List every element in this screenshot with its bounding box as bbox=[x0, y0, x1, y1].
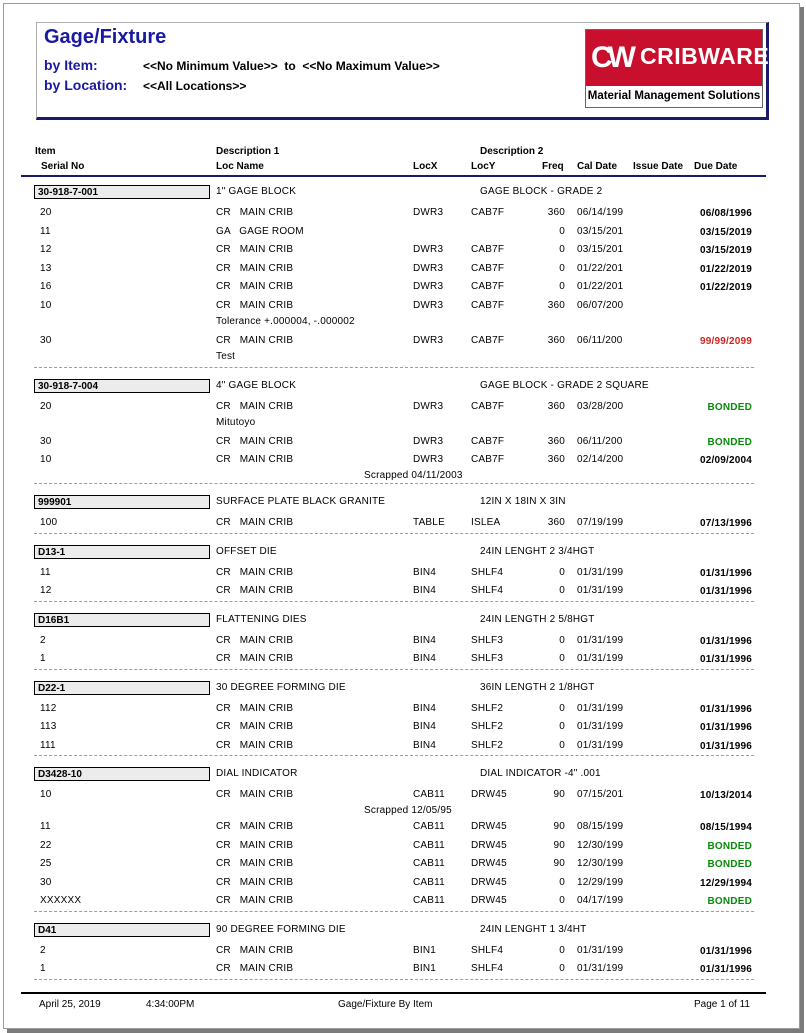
serial-number: 30 bbox=[40, 876, 52, 888]
col-issue-date: Issue Date bbox=[633, 161, 684, 172]
location-x: DWR3 bbox=[413, 244, 444, 255]
serial-number: 2 bbox=[40, 634, 46, 646]
location-name: CR MAIN CRIB bbox=[216, 454, 294, 465]
location-y: CAB7F bbox=[471, 299, 505, 311]
serial-number: 112 bbox=[40, 702, 57, 714]
by-location-label: by Location: bbox=[44, 77, 128, 93]
location-x: CAB11 bbox=[413, 858, 445, 869]
location-y: CAB7F bbox=[471, 334, 505, 346]
serial-number: 11 bbox=[40, 225, 51, 237]
logo-mark-icon: CW bbox=[591, 41, 631, 74]
item-description1: FLATTENING DIES bbox=[216, 613, 307, 625]
group-separator bbox=[34, 755, 754, 756]
serial-number: 13 bbox=[40, 262, 52, 274]
location-name: CR MAIN CRIB bbox=[216, 262, 294, 274]
item-number-box: D3428-10 bbox=[34, 767, 210, 781]
location-name: CR MAIN CRIB bbox=[216, 895, 294, 906]
item-description2: 12IN X 18IN X 3IN bbox=[480, 496, 566, 507]
cal-date: 03/15/201 bbox=[577, 244, 624, 255]
logo-banner bbox=[586, 30, 770, 86]
due-date: 01/31/1996 bbox=[699, 567, 752, 579]
group-separator bbox=[34, 533, 754, 534]
location-x: TABLE bbox=[413, 517, 445, 528]
item-number-box: D41 bbox=[34, 923, 210, 937]
cal-date: 02/14/200 bbox=[577, 454, 624, 465]
due-date: 99/99/2099 bbox=[699, 335, 752, 347]
location-x: BIN4 bbox=[413, 566, 437, 578]
frequency: 360 bbox=[547, 454, 565, 465]
location-y: DRW45 bbox=[471, 858, 507, 869]
location-x: CAB11 bbox=[413, 839, 445, 851]
serial-number: 30 bbox=[40, 334, 52, 346]
col-loc-name: Loc Name bbox=[216, 161, 264, 172]
footer-time: 4:34:00PM bbox=[146, 999, 195, 1010]
serial-number: 111 bbox=[40, 739, 56, 751]
frequency: 0 bbox=[559, 944, 565, 956]
frequency: 0 bbox=[559, 739, 565, 751]
item-number-box: 30-918-7-004 bbox=[34, 379, 210, 393]
serial-number: 10 bbox=[40, 789, 52, 800]
location-name: CR MAIN CRIB bbox=[216, 517, 294, 528]
by-location-value: <<All Locations>> bbox=[143, 79, 247, 93]
item-description1: 90 DEGREE FORMING DIE bbox=[216, 923, 346, 935]
location-name: CR MAIN CRIB bbox=[216, 400, 294, 412]
row-note: Mitutoyo bbox=[216, 417, 256, 428]
location-x: BIN4 bbox=[413, 634, 437, 646]
col-item: Item bbox=[35, 146, 56, 157]
location-y: SHLF2 bbox=[471, 721, 504, 732]
cal-date: 01/31/199 bbox=[577, 944, 624, 956]
frequency: 0 bbox=[559, 653, 565, 664]
location-name: CR MAIN CRIB bbox=[216, 858, 294, 869]
serial-number: 100 bbox=[40, 517, 58, 528]
serial-number: 10 bbox=[40, 299, 52, 311]
serial-number: 11 bbox=[40, 821, 51, 832]
col-cal-date: Cal Date bbox=[577, 161, 618, 172]
location-y: DRW45 bbox=[471, 839, 507, 851]
scrapped-note: Scrapped 04/11/2003 bbox=[364, 469, 463, 481]
item-description2: 24IN LENGHT 2 3/4HGT bbox=[480, 545, 595, 557]
location-name: CR MAIN CRIB bbox=[216, 944, 294, 956]
cribware-logo bbox=[585, 29, 770, 108]
serial-number: 20 bbox=[40, 400, 52, 412]
serial-number: 11 bbox=[40, 566, 51, 578]
footer-page-number: Page 1 of 11 bbox=[694, 999, 750, 1010]
frequency: 0 bbox=[559, 585, 565, 596]
serial-number: 113 bbox=[40, 721, 57, 732]
column-header-rule bbox=[21, 175, 766, 177]
logo-brand-name: CRIBWARE bbox=[640, 43, 770, 69]
scrapped-note: Scrapped 12/05/95 bbox=[364, 804, 452, 816]
cal-date: 06/11/200 bbox=[577, 334, 623, 346]
due-date: BONDED bbox=[707, 436, 752, 448]
location-x: BIN1 bbox=[413, 944, 437, 956]
due-date: 06/08/1996 bbox=[699, 208, 752, 219]
cal-date: 07/15/201 bbox=[577, 789, 624, 800]
location-x: BIN4 bbox=[413, 739, 437, 751]
location-y: SHLF4 bbox=[471, 585, 504, 596]
row-note: Tolerance +.000004, -.000002 bbox=[216, 316, 355, 327]
due-date: 01/31/1996 bbox=[699, 654, 752, 665]
due-date: 01/22/2019 bbox=[699, 282, 752, 293]
due-date: 01/31/1996 bbox=[699, 740, 752, 752]
frequency: 0 bbox=[559, 281, 565, 292]
col-serial-no: Serial No bbox=[41, 161, 85, 172]
location-name: CR MAIN CRIB bbox=[216, 821, 294, 832]
item-number-box: 999901 bbox=[34, 495, 210, 509]
cal-date: 01/31/199 bbox=[577, 634, 624, 646]
col-locx: LocX bbox=[413, 161, 438, 172]
location-name: CR MAIN CRIB bbox=[216, 334, 294, 346]
serial-number: 1 bbox=[40, 963, 46, 974]
due-date: BONDED bbox=[707, 859, 752, 870]
location-y: CAB7F bbox=[471, 281, 505, 292]
due-date: 01/22/2019 bbox=[699, 263, 752, 275]
location-y: DRW45 bbox=[471, 895, 507, 906]
location-name: CR MAIN CRIB bbox=[216, 585, 294, 596]
cal-date: 01/31/199 bbox=[577, 702, 624, 714]
location-x: DWR3 bbox=[413, 299, 444, 311]
location-y: ISLEA bbox=[471, 517, 501, 528]
location-name: CR MAIN CRIB bbox=[216, 721, 294, 732]
cal-date: 03/15/201 bbox=[577, 225, 624, 237]
location-y: SHLF3 bbox=[471, 653, 504, 664]
location-y: CAB7F bbox=[471, 400, 505, 412]
due-date: 12/29/1994 bbox=[699, 877, 752, 889]
frequency: 360 bbox=[547, 517, 565, 528]
location-x: DWR3 bbox=[413, 262, 444, 274]
col-description2: Description 2 bbox=[480, 146, 544, 157]
item-number-box: D13-1 bbox=[34, 545, 210, 559]
location-y: CAB7F bbox=[471, 435, 505, 447]
frequency: 0 bbox=[559, 262, 565, 274]
location-x: BIN4 bbox=[413, 721, 437, 732]
group-separator bbox=[34, 483, 754, 484]
item-description2: 24IN LENGHT 1 3/4HT bbox=[480, 923, 587, 935]
due-date: 02/09/2004 bbox=[699, 455, 752, 466]
serial-number: 25 bbox=[40, 858, 52, 869]
by-item-range: <<No Minimum Value>> to <<No Maximum Value>> bbox=[143, 59, 440, 73]
location-name: CR MAIN CRIB bbox=[216, 566, 294, 578]
location-x: DWR3 bbox=[413, 281, 444, 292]
location-y: SHLF3 bbox=[471, 634, 504, 646]
item-number-box: 30-918-7-001 bbox=[34, 185, 210, 199]
item-description1: 1" GAGE BLOCK bbox=[216, 186, 297, 197]
location-x: BIN4 bbox=[413, 585, 437, 596]
frequency: 90 bbox=[553, 858, 565, 869]
serial-number: XXXXXX bbox=[40, 895, 82, 906]
group-separator bbox=[34, 911, 754, 912]
footer-date: April 25, 2019 bbox=[39, 999, 101, 1010]
item-number-box: D16B1 bbox=[34, 613, 210, 627]
location-y: SHLF4 bbox=[471, 944, 504, 956]
frequency: 360 bbox=[547, 334, 565, 346]
location-y: DRW45 bbox=[471, 821, 507, 832]
location-x: CAB11 bbox=[413, 876, 445, 888]
due-date: 01/31/1996 bbox=[699, 703, 752, 715]
due-date: 07/13/1996 bbox=[699, 518, 752, 529]
location-name: CR MAIN CRIB bbox=[216, 839, 294, 851]
cal-date: 01/31/199 bbox=[577, 721, 624, 732]
location-x: CAB11 bbox=[413, 789, 445, 800]
location-y: CAB7F bbox=[471, 454, 505, 465]
cal-date: 01/22/201 bbox=[577, 281, 624, 292]
serial-number: 10 bbox=[40, 454, 52, 465]
due-date: BONDED bbox=[707, 896, 752, 907]
due-date: 01/31/1996 bbox=[699, 586, 752, 597]
location-name: GA GAGE ROOM bbox=[216, 225, 304, 237]
cal-date: 07/19/199 bbox=[577, 517, 624, 528]
frequency: 90 bbox=[553, 821, 565, 832]
location-x: CAB11 bbox=[413, 821, 445, 832]
report-page bbox=[3, 3, 800, 1029]
cal-date: 03/28/200 bbox=[577, 400, 624, 412]
footer-report-name: Gage/Fixture By Item bbox=[338, 999, 433, 1010]
serial-number: 12 bbox=[40, 585, 52, 596]
logo-tagline: Material Management Solutions bbox=[587, 90, 761, 102]
cal-date: 06/07/200 bbox=[577, 299, 624, 311]
cal-date: 01/31/199 bbox=[577, 653, 624, 664]
cal-date: 08/15/199 bbox=[577, 821, 624, 832]
location-x: DWR3 bbox=[413, 400, 444, 412]
frequency: 90 bbox=[553, 789, 565, 800]
by-item-label: by Item: bbox=[44, 57, 98, 73]
frequency: 0 bbox=[559, 963, 565, 974]
serial-number: 1 bbox=[40, 653, 46, 664]
location-y: CAB7F bbox=[471, 244, 505, 255]
due-date: 01/31/1996 bbox=[699, 635, 752, 647]
location-y: SHLF2 bbox=[471, 739, 504, 751]
location-y: SHLF2 bbox=[471, 702, 504, 714]
group-separator bbox=[34, 367, 754, 368]
due-date: BONDED bbox=[707, 401, 752, 413]
cal-date: 01/31/199 bbox=[577, 585, 624, 596]
frequency: 0 bbox=[559, 244, 565, 255]
frequency: 90 bbox=[553, 839, 565, 851]
location-name: CR MAIN CRIB bbox=[216, 244, 294, 255]
group-separator bbox=[34, 979, 754, 980]
footer-rule bbox=[21, 992, 766, 994]
item-description1: 30 DEGREE FORMING DIE bbox=[216, 681, 346, 693]
frequency: 0 bbox=[559, 225, 565, 237]
frequency: 0 bbox=[559, 566, 565, 578]
location-y: SHLF4 bbox=[471, 566, 504, 578]
cal-date: 04/17/199 bbox=[577, 895, 624, 906]
item-description1: DIAL INDICATOR bbox=[216, 768, 298, 779]
location-name: CR MAIN CRIB bbox=[216, 739, 294, 751]
item-number-box: D22-1 bbox=[34, 681, 210, 695]
cal-date: 01/31/199 bbox=[577, 963, 624, 974]
due-date: 03/15/2019 bbox=[699, 226, 752, 238]
location-name: CR MAIN CRIB bbox=[216, 299, 294, 311]
location-x: DWR3 bbox=[413, 334, 444, 346]
row-note: Test bbox=[216, 351, 236, 362]
location-name: CR MAIN CRIB bbox=[216, 789, 294, 800]
serial-number: 12 bbox=[40, 244, 52, 255]
frequency: 0 bbox=[559, 634, 565, 646]
location-y: SHLF4 bbox=[471, 963, 504, 974]
frequency: 0 bbox=[559, 721, 565, 732]
cal-date: 06/14/199 bbox=[577, 207, 624, 218]
location-name: CR MAIN CRIB bbox=[216, 963, 294, 974]
due-date: BONDED bbox=[707, 840, 752, 852]
location-x: BIN1 bbox=[413, 963, 437, 974]
due-date: 10/13/2014 bbox=[699, 790, 752, 801]
serial-number: 16 bbox=[40, 281, 52, 292]
location-name: CR MAIN CRIB bbox=[216, 702, 294, 714]
due-date: 03/15/2019 bbox=[699, 245, 752, 256]
col-due-date: Due Date bbox=[694, 161, 738, 172]
location-name: CR MAIN CRIB bbox=[216, 634, 294, 646]
due-date: 01/31/1996 bbox=[699, 964, 752, 975]
frequency: 360 bbox=[547, 207, 565, 218]
item-description1: 4" GAGE BLOCK bbox=[216, 379, 297, 391]
location-x: DWR3 bbox=[413, 454, 444, 465]
item-description2: DIAL INDICATOR -4" .001 bbox=[480, 768, 601, 779]
col-freq: Freq bbox=[542, 161, 564, 172]
serial-number: 22 bbox=[40, 839, 52, 851]
item-description2: 24IN LENGTH 2 5/8HGT bbox=[480, 613, 595, 625]
location-name: CR MAIN CRIB bbox=[216, 653, 294, 664]
cal-date: 06/11/200 bbox=[577, 435, 623, 447]
location-name: CR MAIN CRIB bbox=[216, 876, 294, 888]
location-x: DWR3 bbox=[413, 435, 444, 447]
location-name: CR MAIN CRIB bbox=[216, 435, 294, 447]
cal-date: 01/31/199 bbox=[577, 739, 624, 751]
location-x: DWR3 bbox=[413, 207, 444, 218]
location-y: DRW45 bbox=[471, 876, 507, 888]
location-y: CAB7F bbox=[471, 262, 505, 274]
item-description2: 36IN LENGTH 2 1/8HGT bbox=[480, 681, 595, 693]
col-locy: LocY bbox=[471, 161, 496, 172]
cal-date: 01/22/201 bbox=[577, 262, 624, 274]
frequency: 0 bbox=[559, 702, 565, 714]
cal-date: 12/30/199 bbox=[577, 858, 624, 869]
group-separator bbox=[34, 669, 754, 670]
due-date: 01/31/1996 bbox=[699, 722, 752, 733]
location-x: CAB11 bbox=[413, 895, 445, 906]
location-y: DRW45 bbox=[471, 789, 507, 800]
cal-date: 12/30/199 bbox=[577, 839, 624, 851]
item-description1: SURFACE PLATE BLACK GRANITE bbox=[216, 496, 386, 507]
cal-date: 12/29/199 bbox=[577, 876, 624, 888]
frequency: 360 bbox=[547, 299, 565, 311]
serial-number: 2 bbox=[40, 944, 46, 956]
report-header bbox=[36, 22, 769, 120]
item-description2: GAGE BLOCK - GRADE 2 SQUARE bbox=[480, 379, 649, 391]
due-date: 08/15/1994 bbox=[699, 822, 752, 833]
item-description2: GAGE BLOCK - GRADE 2 bbox=[480, 186, 603, 197]
location-name: CR MAIN CRIB bbox=[216, 281, 294, 292]
frequency: 0 bbox=[559, 876, 565, 888]
frequency: 0 bbox=[559, 895, 565, 906]
serial-number: 20 bbox=[40, 207, 52, 218]
col-description1: Description 1 bbox=[216, 146, 280, 157]
location-y: CAB7F bbox=[471, 207, 505, 218]
location-x: BIN4 bbox=[413, 653, 437, 664]
frequency: 360 bbox=[547, 400, 565, 412]
serial-number: 30 bbox=[40, 435, 52, 447]
item-description1: OFFSET DIE bbox=[216, 545, 277, 557]
cal-date: 01/31/199 bbox=[577, 566, 624, 578]
group-separator bbox=[34, 601, 754, 602]
frequency: 360 bbox=[547, 435, 565, 447]
report-title: Gage/Fixture bbox=[44, 26, 167, 48]
location-x: BIN4 bbox=[413, 702, 437, 714]
location-name: CR MAIN CRIB bbox=[216, 207, 294, 218]
due-date: 01/31/1996 bbox=[699, 945, 752, 957]
